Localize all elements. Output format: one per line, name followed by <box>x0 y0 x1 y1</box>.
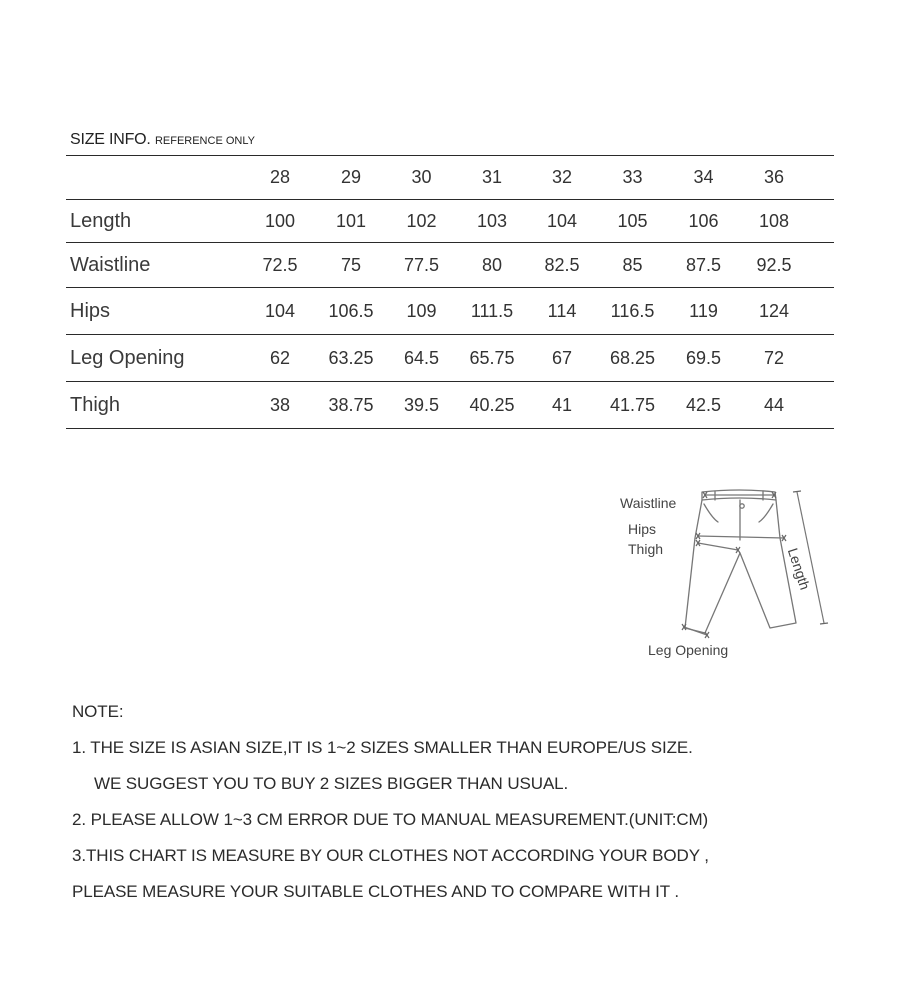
cell: 106 <box>668 200 739 243</box>
header-pad-cell <box>809 156 834 200</box>
pad-cell <box>809 200 834 243</box>
row-waistline <box>66 243 834 288</box>
row-label: Leg Opening <box>66 335 244 382</box>
row-label: Hips <box>66 288 244 335</box>
row-thigh <box>66 382 834 429</box>
size-32: 32 <box>527 156 597 200</box>
size-29: 29 <box>316 156 386 200</box>
diagram-label-hips: Hips <box>628 521 657 537</box>
cell: 104 <box>244 288 316 335</box>
cell: 44 <box>739 382 809 429</box>
cell: 114 <box>527 288 597 335</box>
size-34: 34 <box>668 156 739 200</box>
note-line-2: 2. PLEASE ALLOW 1~3 CM ERROR DUE TO MANUAL MEASUREMENT.(UNIT:CM) <box>72 810 709 829</box>
cell: 106.5 <box>316 288 386 335</box>
cell: 105 <box>597 200 668 243</box>
cell: 64.5 <box>386 335 457 382</box>
cell: 72 <box>739 335 809 382</box>
cell: 41 <box>527 382 597 429</box>
size-28: 28 <box>244 156 316 200</box>
cell: 82.5 <box>527 243 597 288</box>
size-30: 30 <box>386 156 457 200</box>
note-line-1b: WE SUGGEST YOU TO BUY 2 SIZES BIGGER THAN USUAL. <box>94 774 569 793</box>
cell: 100 <box>244 200 316 243</box>
pad-cell <box>809 288 834 335</box>
title-main: SIZE INFO. <box>70 131 151 148</box>
row-length <box>66 200 834 243</box>
title-subtitle: REFERENCE ONLY <box>154 135 255 147</box>
cell: 103 <box>457 200 527 243</box>
diagram-label-length: Length <box>784 546 814 592</box>
cell: 62 <box>244 335 316 382</box>
row-label: Waistline <box>66 243 244 288</box>
row-leg-opening <box>66 335 834 382</box>
cell: 102 <box>386 200 457 243</box>
diagram-label-waistline: Waistline <box>620 495 677 511</box>
cell: 39.5 <box>386 382 457 429</box>
cell: 119 <box>668 288 739 335</box>
cell: 80 <box>457 243 527 288</box>
cell: 42.5 <box>668 382 739 429</box>
pad-cell <box>809 382 834 429</box>
cell: 109 <box>386 288 457 335</box>
cell: 87.5 <box>668 243 739 288</box>
row-label: Length <box>66 200 244 243</box>
cell: 72.5 <box>244 243 316 288</box>
header-empty-cell <box>66 156 244 200</box>
size-31: 31 <box>457 156 527 200</box>
pad-cell <box>809 243 834 288</box>
diagram-label-leg-opening: Leg Opening <box>648 642 729 658</box>
cell: 38.75 <box>316 382 386 429</box>
cell: 67 <box>527 335 597 382</box>
cell: 104 <box>527 200 597 243</box>
diagram-label-thigh: Thigh <box>628 541 664 557</box>
cell: 75 <box>316 243 386 288</box>
cell: 111.5 <box>457 288 527 335</box>
cell: 38 <box>244 382 316 429</box>
cell: 69.5 <box>668 335 739 382</box>
cell: 65.75 <box>457 335 527 382</box>
size-33: 33 <box>597 156 668 200</box>
cell: 124 <box>739 288 809 335</box>
cell: 101 <box>316 200 386 243</box>
cell: 116.5 <box>597 288 668 335</box>
cell: 63.25 <box>316 335 386 382</box>
size-info-title <box>70 131 255 149</box>
cell: 40.25 <box>457 382 527 429</box>
cell: 85 <box>597 243 668 288</box>
size-table <box>66 155 834 429</box>
note-line-1: 1. THE SIZE IS ASIAN SIZE,IT IS 1~2 SIZES SMALLER THAN EUROPE/US SIZE. <box>72 738 693 757</box>
row-hips <box>66 288 834 335</box>
notes-heading: NOTE: <box>72 702 124 721</box>
cell: 68.25 <box>597 335 668 382</box>
row-label: Thigh <box>66 382 244 429</box>
cell: 92.5 <box>739 243 809 288</box>
cell: 41.75 <box>597 382 668 429</box>
cell: 77.5 <box>386 243 457 288</box>
cell: 108 <box>739 200 809 243</box>
note-line-3b: PLEASE MEASURE YOUR SUITABLE CLOTHES AND TO COMPARE WITH IT . <box>72 882 679 901</box>
notes-section <box>72 700 862 916</box>
pad-cell <box>809 335 834 382</box>
size-36: 36 <box>739 156 809 200</box>
size-header-row <box>66 156 834 200</box>
note-line-3: 3.THIS CHART IS MEASURE BY OUR CLOTHES NOT ACCORDING YOUR BODY , <box>72 846 709 865</box>
pants-measurement-diagram <box>600 478 860 668</box>
